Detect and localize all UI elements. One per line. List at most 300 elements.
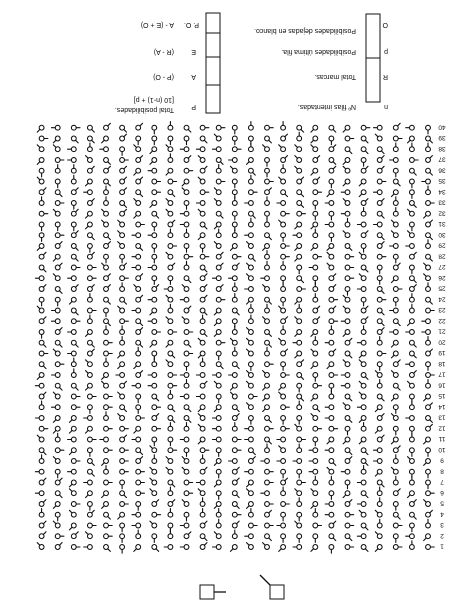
grid-symbol: [229, 459, 238, 464]
grid-symbol: [84, 178, 93, 187]
legend-box-p: [206, 85, 220, 113]
grid-symbol: [277, 175, 286, 184]
grid-symbol: [393, 197, 398, 206]
grid-symbol: [425, 423, 434, 432]
grid-symbol: [265, 480, 274, 485]
grid-symbol: [88, 308, 97, 313]
grid-symbol: [36, 372, 45, 381]
grid-symbol: [280, 189, 289, 198]
grid-symbol: [409, 498, 418, 507]
grid-symbol: [406, 455, 415, 464]
grid-symbol: [164, 167, 173, 176]
grid-symbol: [245, 541, 254, 550]
grid-symbol: [168, 330, 177, 335]
grid-symbol: [104, 254, 109, 263]
grid-symbol: [309, 243, 318, 252]
grid-symbol: [164, 294, 173, 303]
grid-symbol: [84, 221, 93, 230]
grid-symbol: [426, 201, 435, 206]
grid-symbol: [325, 405, 334, 410]
grid-symbol: [136, 347, 141, 356]
grid-symbol: [120, 502, 129, 507]
legend-label-p: Posibilidades última fila.: [281, 48, 356, 55]
grid-symbol: [265, 251, 270, 260]
grid-symbol: [358, 272, 367, 281]
grid-symbol: [87, 347, 96, 356]
grid-symbol: [136, 405, 141, 414]
legend-formula-PO: A - (E + O): [140, 21, 174, 28]
grid-symbol: [422, 179, 431, 184]
grid-symbol: [393, 136, 402, 141]
grid-symbol: [196, 373, 205, 378]
grid-symbol: [35, 469, 44, 474]
grid-symbol: [215, 157, 224, 166]
grid-symbol: [281, 261, 286, 270]
grid-symbol: [52, 125, 61, 130]
grid-symbol: [245, 534, 254, 539]
grid-symbol: [325, 261, 334, 270]
grid-symbol: [245, 487, 254, 496]
grid-symbol: [71, 545, 80, 550]
grid-symbol: [232, 222, 237, 231]
grid-symbol: [215, 251, 224, 260]
grid-symbol: [277, 390, 286, 399]
grid-symbol: [392, 178, 401, 187]
grid-symbol: [281, 373, 290, 378]
grid-symbol: [167, 218, 176, 227]
grid-symbol: [393, 168, 398, 177]
grid-symbol: [297, 383, 302, 392]
grid-symbol: [360, 458, 369, 467]
grid-symbol: [345, 512, 354, 517]
grid-symbol: [410, 523, 415, 532]
grid-symbol: [180, 222, 189, 227]
grid-symbol: [329, 545, 334, 554]
grid-symbol: [410, 469, 415, 478]
grid-symbol: [229, 243, 238, 252]
grid-symbol: [39, 136, 48, 141]
grid-symbol: [426, 448, 431, 457]
grid-symbol: [200, 190, 209, 195]
grid-symbol: [229, 337, 238, 346]
grid-symbol: [293, 243, 302, 252]
legend-label-o-text: Posibilidades dejadas en blanco.: [254, 27, 356, 34]
grid-symbol: [264, 415, 273, 424]
grid-symbol: [52, 308, 61, 313]
grid-symbol: [132, 308, 141, 313]
grid-symbol: [38, 530, 47, 539]
grid-symbol: [426, 283, 431, 292]
legend-formula-P: [10 (n-1) + p]: [133, 96, 174, 103]
grid-symbol: [152, 125, 157, 134]
grid-symbol: [249, 175, 254, 184]
grid-symbol: [152, 512, 161, 517]
grid-symbol: [297, 480, 306, 485]
grid-symbol: [358, 178, 367, 187]
row-number: 31: [438, 220, 446, 228]
grid-symbol: [148, 146, 157, 155]
grid-symbol: [328, 165, 337, 174]
grid-symbol: [358, 251, 367, 260]
grid-symbol: [231, 412, 240, 421]
grid-symbol: [328, 347, 337, 356]
grid-symbol: [68, 447, 77, 456]
grid-symbol: [245, 157, 254, 166]
row-number: 17: [438, 370, 446, 378]
grid-symbol: [393, 208, 398, 217]
grid-symbol: [164, 315, 173, 324]
grid-symbol: [197, 175, 206, 184]
grid-symbol: [426, 545, 435, 550]
grid-symbol: [167, 350, 176, 359]
grid-symbol: [374, 448, 383, 453]
grid-symbol: [392, 444, 401, 453]
grid-symbol: [245, 426, 254, 431]
grid-symbol: [358, 350, 367, 359]
grid-symbol: [406, 318, 415, 327]
grid-symbol: [55, 297, 60, 306]
grid-symbol: [168, 373, 177, 378]
grid-symbol: [341, 304, 350, 313]
grid-symbol: [87, 509, 96, 518]
grid-symbol: [88, 276, 97, 281]
legend-right-group: [254, 14, 388, 110]
grid-symbol: [309, 143, 318, 152]
grid-symbol: [345, 480, 350, 489]
grid-symbol: [328, 283, 337, 292]
grid-symbol: [245, 261, 254, 270]
grid-symbol: [52, 519, 61, 528]
grid-symbol: [281, 502, 290, 507]
grid-symbol: [135, 122, 144, 131]
grid-symbol: [309, 167, 318, 176]
grid-symbol: [216, 125, 225, 130]
grid-symbol: [297, 304, 302, 313]
grid-symbol: [36, 304, 45, 313]
grid-symbol: [116, 229, 125, 238]
grid-symbol: [249, 190, 258, 195]
grid-symbol: [180, 147, 189, 152]
grid-symbol: [265, 502, 274, 507]
grid-symbol: [406, 490, 415, 499]
legend-code-PO: P. O.: [183, 21, 199, 28]
grid-symbol: [297, 534, 302, 543]
grid-symbol: [325, 243, 334, 252]
grid-symbol: [38, 498, 47, 507]
grid-symbol: [245, 272, 254, 281]
grid-symbol: [38, 390, 47, 399]
grid-symbol: [409, 167, 418, 176]
grid-symbol: [68, 487, 77, 496]
grid-symbol: [199, 135, 208, 144]
grid-symbol: [103, 165, 112, 174]
grid-symbol: [55, 179, 60, 188]
grid-symbol: [70, 382, 79, 391]
grid-symbol: [422, 533, 431, 542]
grid-symbol: [377, 337, 382, 346]
grid-symbol: [152, 190, 161, 195]
grid-symbol: [374, 468, 383, 477]
grid-symbol: [277, 459, 286, 464]
row-number: 36: [438, 166, 446, 174]
grid-symbol: [425, 167, 434, 176]
grid-symbol: [38, 519, 47, 528]
grid-symbol: [248, 447, 257, 456]
row-number: 9: [440, 456, 444, 464]
grid-symbol: [148, 157, 157, 166]
grid-symbol: [313, 523, 322, 528]
grid-symbol: [184, 512, 189, 521]
grid-symbol: [410, 222, 415, 231]
grid-symbol: [406, 380, 415, 389]
grid-symbol: [426, 240, 431, 249]
row-number: 13: [438, 413, 446, 421]
grid-symbol: [197, 337, 206, 346]
grid-symbol: [361, 466, 366, 475]
grid-symbol: [180, 186, 189, 195]
grid-symbol: [425, 347, 434, 356]
grid-symbol: [313, 437, 318, 446]
grid-symbol: [328, 533, 337, 542]
grid-symbol: [360, 229, 369, 238]
grid-symbol: [360, 146, 369, 155]
grid-symbol: [52, 208, 61, 217]
grid-symbol: [390, 350, 399, 359]
grid-symbol: [406, 416, 415, 421]
grid-symbol: [309, 501, 318, 510]
grid-symbol: [213, 545, 222, 550]
grid-symbol: [199, 294, 208, 303]
grid-symbol: [313, 509, 318, 518]
grid-symbol: [245, 233, 254, 238]
grid-symbol: [245, 287, 254, 292]
grid-symbol: [344, 146, 353, 155]
grid-symbol: [52, 319, 61, 324]
grid-symbol: [360, 447, 369, 456]
grid-symbol: [135, 318, 144, 327]
grid-symbol: [104, 480, 113, 485]
legend-box-p-o: [366, 58, 380, 102]
grid-symbol: [100, 458, 109, 467]
grid-symbol: [196, 480, 205, 485]
grid-symbol: [377, 380, 382, 389]
grid-symbol: [196, 394, 205, 399]
grid-symbol: [167, 404, 176, 413]
grid-symbol: [213, 318, 222, 327]
grid-symbol: [261, 283, 270, 292]
grid-symbol: [390, 158, 399, 163]
grid-symbol: [180, 283, 189, 292]
grid-symbol: [377, 265, 382, 274]
grid-symbol: [231, 501, 240, 510]
grid-symbol: [376, 412, 385, 421]
grid-symbol: [104, 326, 109, 335]
grid-symbol: [52, 373, 61, 378]
grid-symbol: [422, 319, 431, 324]
grid-symbol: [425, 154, 434, 163]
grid-symbol: [390, 244, 399, 249]
grid-symbol: [84, 480, 93, 485]
grid-symbol: [374, 530, 383, 539]
grid-symbol: [422, 272, 431, 281]
grid-symbol: [116, 390, 125, 399]
row-number: 7: [440, 478, 444, 486]
grid-symbol: [39, 222, 44, 231]
grid-symbol: [297, 287, 306, 292]
grid-symbol: [197, 404, 206, 413]
grid-symbol: [374, 190, 383, 195]
row-number: 39: [438, 134, 446, 142]
grid-symbol: [245, 469, 254, 474]
grid-symbol: [38, 361, 47, 370]
grid-symbol: [328, 272, 337, 281]
grid-symbol: [71, 358, 76, 367]
grid-symbol: [180, 523, 189, 528]
grid-symbol: [68, 296, 77, 305]
grid-symbol: [390, 229, 399, 238]
grid-symbol: [328, 458, 337, 467]
grid-symbol: [265, 304, 270, 313]
grid-symbol: [88, 448, 93, 457]
grid-symbol: [39, 426, 48, 431]
grid-symbol: [329, 297, 338, 302]
grid-symbol: [261, 541, 270, 550]
grid-symbol: [180, 211, 189, 216]
grid-symbol: [265, 211, 270, 220]
grid-symbol: [213, 437, 222, 442]
grid-symbol: [213, 240, 222, 249]
grid-symbol: [376, 286, 385, 295]
grid-symbol: [344, 498, 353, 507]
grid-symbol: [148, 476, 157, 485]
grid-symbol: [39, 233, 44, 242]
grid-symbol: [52, 455, 61, 464]
grid-symbol: [248, 167, 257, 176]
grid-symbol: [374, 369, 383, 378]
grid-symbol: [148, 168, 157, 173]
grid-symbol: [232, 530, 237, 539]
grid-symbol: [71, 265, 80, 270]
grid-symbol: [103, 544, 112, 553]
grid-symbol: [422, 436, 431, 445]
grid-symbol: [54, 189, 63, 198]
grid-symbol: [168, 423, 173, 432]
grid-symbol: [344, 350, 353, 359]
grid-symbol: [361, 423, 366, 432]
grid-symbol: [213, 197, 222, 206]
grid-symbol: [344, 415, 353, 424]
grid-symbol: [200, 254, 209, 259]
grid-symbol: [410, 304, 415, 313]
grid-symbol: [341, 165, 350, 174]
grid-symbol: [358, 509, 367, 518]
row-numbers: [438, 123, 446, 549]
grid-symbol: [120, 276, 129, 281]
grid-symbol: [120, 319, 129, 324]
grid-symbol: [52, 347, 61, 356]
grid-symbol: [168, 154, 173, 163]
legend-code-p: p: [384, 48, 388, 55]
grid-symbol: [265, 523, 274, 528]
grid-symbol: [410, 143, 415, 152]
grid-symbol: [409, 283, 418, 292]
grid-symbol: [55, 433, 60, 442]
grid-symbol: [341, 358, 350, 367]
grid-symbol: [409, 511, 418, 520]
grid-symbol: [245, 369, 254, 378]
grid-symbol: [39, 168, 44, 177]
grid-symbol: [136, 530, 141, 539]
grid-symbol: [184, 380, 189, 389]
grid-symbol: [168, 487, 173, 496]
grid-symbol: [245, 401, 254, 410]
grid-symbol: [136, 136, 141, 145]
grid-symbol: [100, 372, 109, 381]
grid-symbol: [135, 455, 144, 464]
grid-symbol: [410, 265, 415, 274]
grid-symbol: [199, 519, 208, 528]
grid-symbol: [68, 158, 77, 163]
grid-symbol: [88, 315, 93, 324]
grid-symbol: [309, 124, 318, 133]
grid-symbol: [374, 404, 383, 413]
grid-symbol: [38, 476, 47, 485]
grid-symbol: [393, 405, 398, 414]
grid-symbol: [281, 426, 290, 431]
grid-symbol: [116, 350, 125, 359]
grid-symbol: [152, 405, 161, 410]
grid-symbol: [293, 165, 302, 174]
grid-symbol: [281, 122, 286, 131]
grid-symbol: [54, 339, 63, 348]
grid-symbol: [261, 404, 270, 413]
grid-symbol: [249, 394, 258, 399]
grid-symbol: [216, 509, 221, 518]
grid-symbol: [35, 276, 44, 281]
row-number: 30: [438, 230, 446, 238]
row-number: 14: [438, 402, 446, 410]
grid-symbol: [84, 210, 93, 219]
grid-symbol: [277, 143, 286, 152]
grid-symbol: [70, 186, 79, 195]
grid-symbol: [229, 158, 238, 163]
grid-symbol: [309, 329, 318, 338]
grid-symbol: [341, 294, 350, 303]
grid-symbol: [120, 448, 129, 453]
grid-symbol: [390, 436, 399, 445]
grid-symbol: [183, 304, 192, 313]
grid-symbol: [229, 544, 238, 553]
grid-symbol: [213, 373, 222, 378]
grid-symbol: [377, 498, 382, 507]
grid-symbol: [184, 136, 189, 145]
grid-symbol: [281, 487, 286, 496]
grid-symbol: [426, 491, 435, 496]
grid-symbol: [87, 468, 96, 477]
grid-symbol: [392, 318, 401, 327]
grid-symbol: [231, 261, 240, 270]
grid-symbol: [148, 297, 157, 302]
grid-symbol: [197, 487, 206, 496]
grid-symbol: [55, 534, 64, 539]
grid-symbol: [71, 405, 80, 410]
grid-symbol: [119, 186, 128, 195]
grid-symbol: [281, 297, 286, 306]
grid-symbol: [231, 307, 240, 316]
grid-symbol: [361, 326, 366, 335]
grid-symbol: [360, 372, 369, 381]
grid-symbol: [393, 297, 398, 306]
